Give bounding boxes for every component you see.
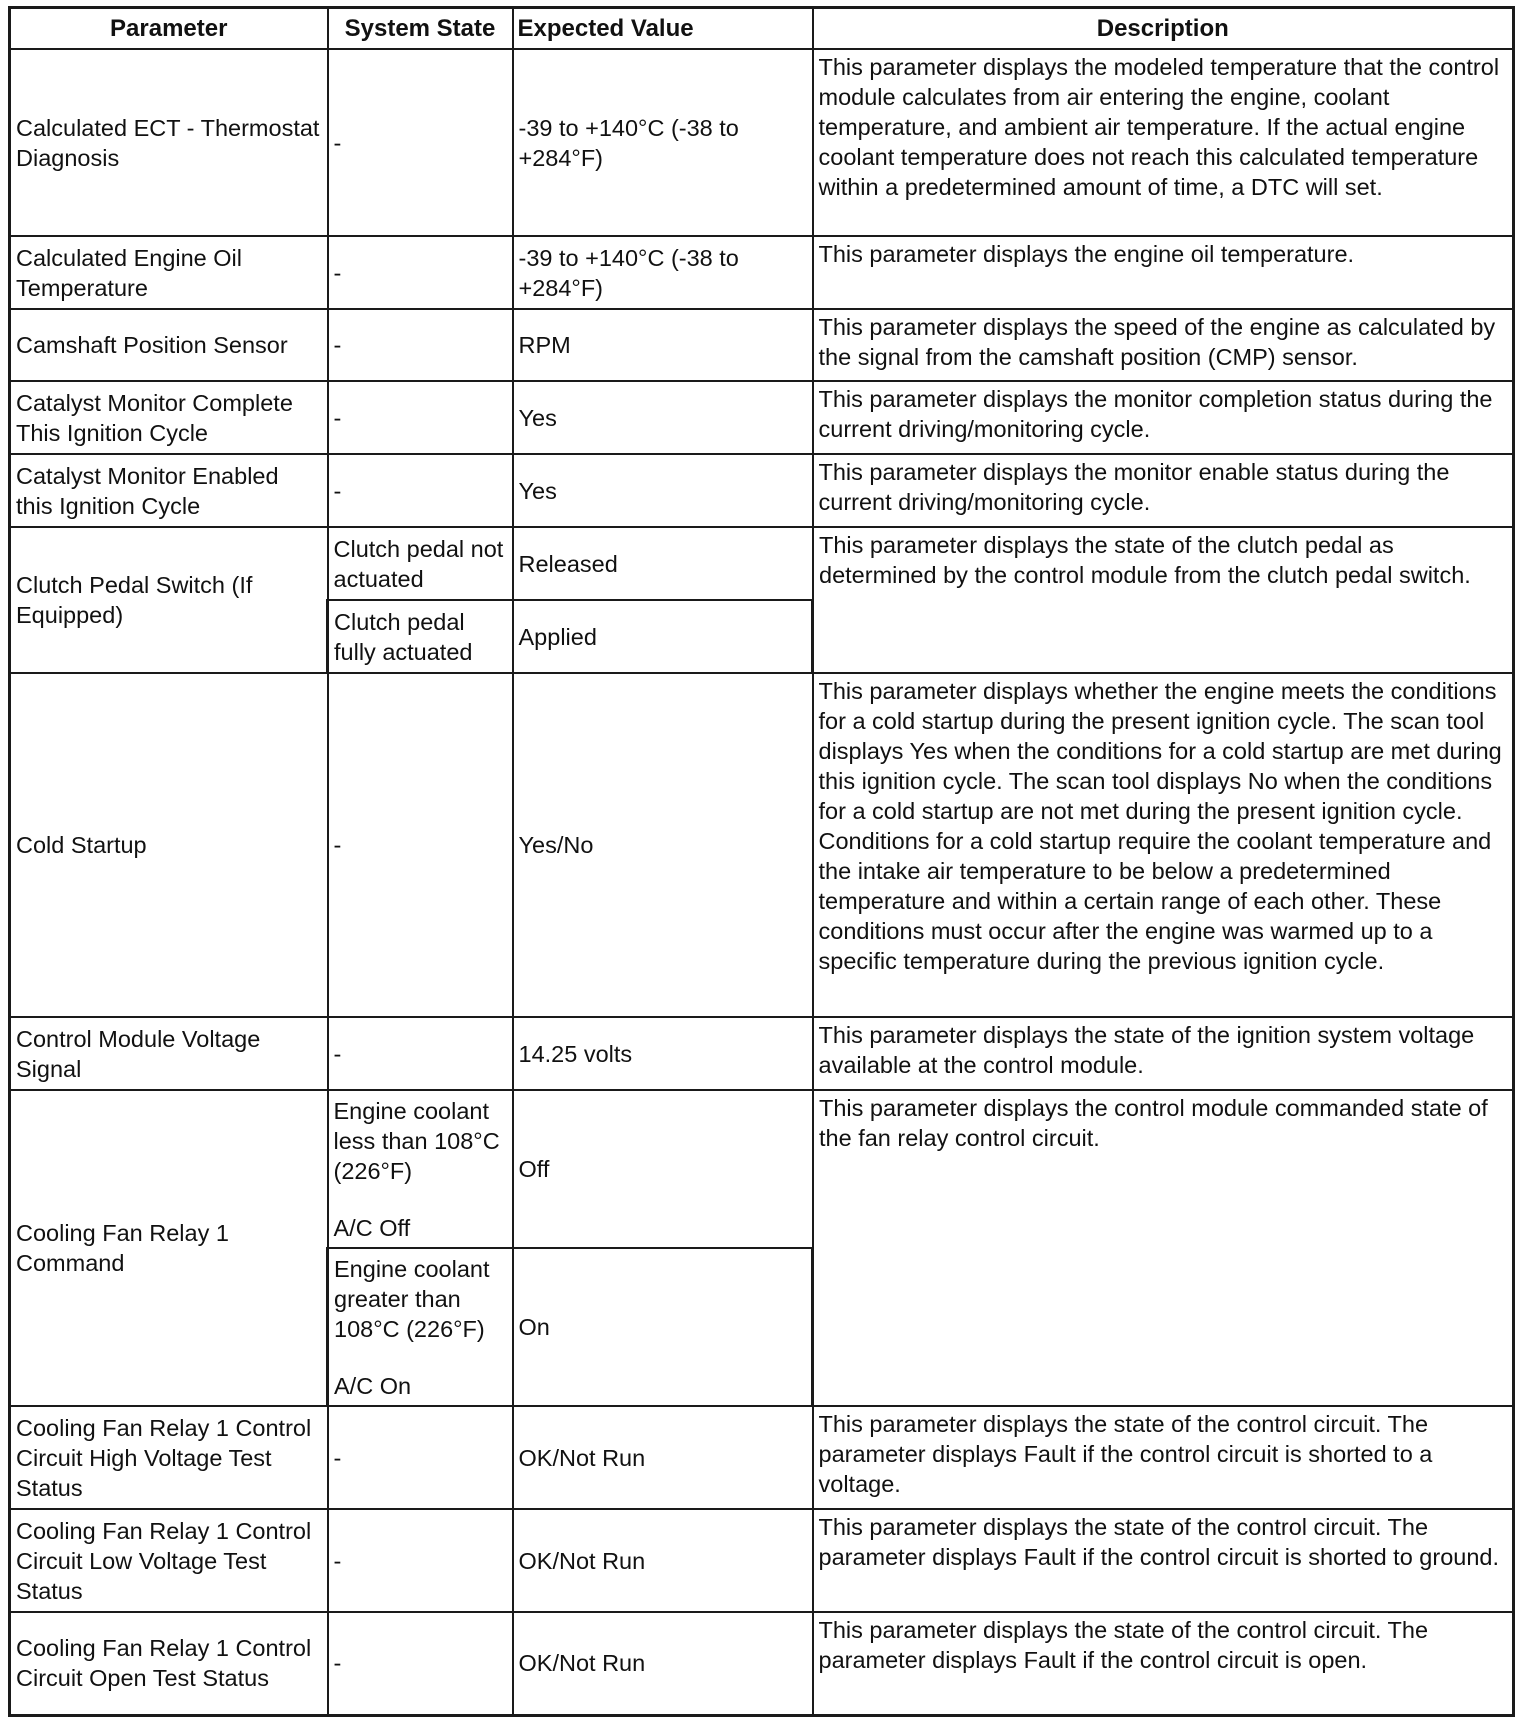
- parameter-name: Cooling Fan Relay 1 Control Circuit High Voltage Test Status: [10, 1406, 328, 1509]
- table-row: [10, 236, 1514, 309]
- parameter-name: Cooling Fan Relay 1 Control Circuit Open Test Status: [10, 1612, 328, 1715]
- header-description: Description: [813, 8, 1514, 50]
- system-state: -: [328, 1406, 513, 1509]
- system-state: -: [328, 673, 513, 1017]
- system-state: -: [328, 1509, 513, 1612]
- parameter-name: Catalyst Monitor Enabled this Ignition Cycle: [10, 454, 328, 527]
- table-row: [10, 527, 1514, 600]
- system-state: Clutch pedal not actuated: [328, 527, 513, 600]
- table-row: [10, 454, 1514, 527]
- table-row: [10, 49, 1514, 236]
- expected-value: Yes/No: [513, 673, 813, 1017]
- description: This parameter displays the modeled temperature that the control module calculates from air entering the engine, coolant temperature, and ambient air temperature. If the actual engine coolant temperature does not reach this calculated temperature within a predetermined amount of time, a DTC will set.: [813, 49, 1514, 236]
- table-row: [10, 309, 1514, 381]
- parameter-name: Control Module Voltage Signal: [10, 1017, 328, 1090]
- system-state: -: [328, 1612, 513, 1715]
- expected-value: -39 to +140°C (-38 to +284°F): [513, 49, 813, 236]
- expected-value: -39 to +140°C (-38 to +284°F): [513, 236, 813, 309]
- description: This parameter displays the state of the clutch pedal as determined by the control module from the clutch pedal switch.: [813, 527, 1514, 673]
- system-state: -: [328, 454, 513, 527]
- header-system-state: System State: [328, 8, 513, 50]
- system-state: -: [328, 381, 513, 454]
- system-state-ac: A/C Off: [333, 1214, 411, 1241]
- table-row: [10, 1612, 1514, 1715]
- parameter-name: Camshaft Position Sensor: [10, 309, 328, 381]
- system-state-condition: Engine coolant greater than 108°C (226°F): [334, 1255, 490, 1342]
- system-state: -: [328, 236, 513, 309]
- description: This parameter displays the engine oil temperature.: [813, 236, 1514, 309]
- system-state: Clutch pedal fully actuated: [328, 600, 513, 673]
- table-header-row: [10, 8, 1514, 50]
- expected-value: 14.25 volts: [513, 1017, 813, 1090]
- header-expected-value: Expected Value: [513, 8, 813, 50]
- system-state: -: [328, 1017, 513, 1090]
- description: This parameter displays the speed of the engine as calculated by the signal from the camshaft position (CMP) sensor.: [813, 309, 1514, 381]
- description: This parameter displays the control module commanded state of the fan relay control circuit.: [813, 1090, 1514, 1406]
- table-row: [10, 1406, 1514, 1509]
- description: This parameter displays the state of the control circuit. The parameter displays Fault if the control circuit is shorted to a voltage.: [813, 1406, 1514, 1509]
- system-state: [328, 1090, 513, 1248]
- table-row: [10, 381, 1514, 454]
- parameter-name: Catalyst Monitor Complete This Ignition Cycle: [10, 381, 328, 454]
- parameter-name: Calculated Engine Oil Temperature: [10, 236, 328, 309]
- expected-value: On: [513, 1248, 813, 1406]
- expected-value: Yes: [513, 454, 813, 527]
- system-state-condition: Engine coolant less than 108°C (226°F): [333, 1097, 500, 1184]
- header-parameter: Parameter: [10, 8, 328, 50]
- expected-value: Off: [513, 1090, 813, 1248]
- parameter-name: Cooling Fan Relay 1 Control Circuit Low Voltage Test Status: [10, 1509, 328, 1612]
- expected-value: Released: [513, 527, 813, 600]
- parameter-table: [8, 6, 1515, 1717]
- expected-value: OK/Not Run: [513, 1509, 813, 1612]
- description: This parameter displays the state of the control circuit. The parameter displays Fault if the control circuit is open.: [813, 1612, 1514, 1715]
- description: This parameter displays the monitor completion status during the current driving/monitoring cycle.: [813, 381, 1514, 454]
- system-state-ac: A/C On: [334, 1372, 412, 1399]
- parameter-name: Cooling Fan Relay 1 Command: [10, 1090, 328, 1406]
- table-row: [10, 673, 1514, 1017]
- system-state: -: [328, 309, 513, 381]
- system-state: [328, 1248, 513, 1406]
- parameter-name: Cold Startup: [10, 673, 328, 1017]
- table-row: [10, 1509, 1514, 1612]
- expected-value: RPM: [513, 309, 813, 381]
- expected-value: Applied: [513, 600, 813, 673]
- expected-value: OK/Not Run: [513, 1406, 813, 1509]
- system-state: -: [328, 49, 513, 236]
- description: This parameter displays the state of the control circuit. The parameter displays Fault if the control circuit is shorted to ground.: [813, 1509, 1514, 1612]
- description: This parameter displays whether the engine meets the conditions for a cold startup during the present ignition cycle. The scan tool displays Yes when the conditions for a cold startup are met during this ignition cycle. The scan tool displays No when the conditions for a cold startup are not met during the present ignition cycle. Conditions for a cold startup require the coolant temperature and the intake air temperature to be below a predetermined temperature and within a certain range of each other. These conditions must occur after the engine was warmed up to a specific temperature during the previous ignition cycle.: [813, 673, 1514, 1017]
- parameter-name: Clutch Pedal Switch (If Equipped): [10, 527, 328, 673]
- parameter-name: Calculated ECT - Thermostat Diagnosis: [10, 49, 328, 236]
- table-row: [10, 1017, 1514, 1090]
- description: This parameter displays the state of the ignition system voltage available at the control module.: [813, 1017, 1514, 1090]
- table-row: [10, 1090, 1514, 1248]
- expected-value: Yes: [513, 381, 813, 454]
- description: This parameter displays the monitor enable status during the current driving/monitoring cycle.: [813, 454, 1514, 527]
- expected-value: OK/Not Run: [513, 1612, 813, 1715]
